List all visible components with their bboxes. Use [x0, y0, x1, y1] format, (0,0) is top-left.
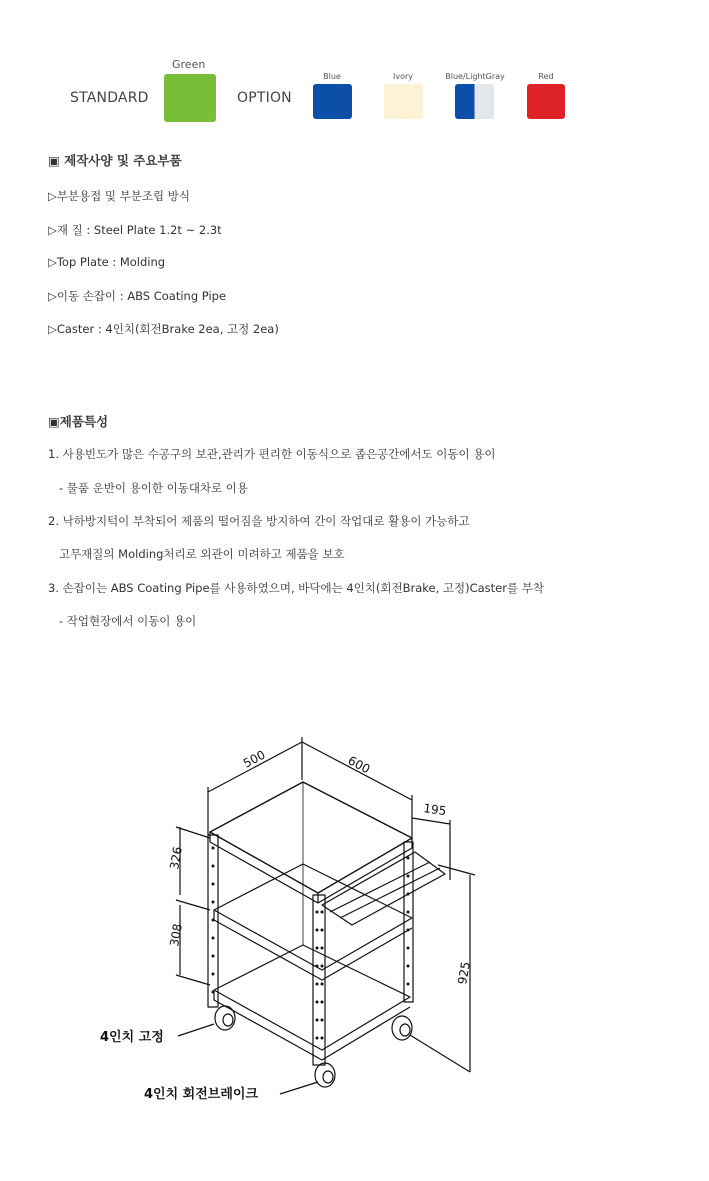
- standard-label: STANDARD: [70, 90, 149, 106]
- blue-lightgray-caption: Blue/LightGray: [445, 72, 505, 81]
- caster-brake-label: 4인치 회전브레이크: [144, 1087, 259, 1102]
- red-swatch: [527, 84, 565, 119]
- feature-item: - 물품 운반이 용이한 이동대차로 이용: [48, 481, 249, 495]
- feature-item: 고무재질의 Molding처리로 외관이 미려하고 제품을 보호: [48, 547, 345, 561]
- blue-lightgray-swatch: [455, 84, 494, 119]
- ivory-swatch: [384, 84, 423, 119]
- spec-item: ▷Caster : 4인치(회전Brake 2ea, 고정 2ea): [48, 322, 279, 336]
- feature-item: 3. 손잡이는 ABS Coating Pipe를 사용하였으며, 바닥에는 4인치(회전Brake, 고정)Caster를 부착: [48, 581, 544, 595]
- spec-heading: ▣ 제작사양 및 주요부품: [48, 153, 182, 168]
- dim-handle-label: 195: [422, 801, 448, 819]
- cart-drawing: [0, 690, 709, 1130]
- feature-item: - 작업현장에서 이동이 용이: [48, 614, 197, 628]
- spec-item: ▷부분용접 및 부분조립 방식: [48, 189, 191, 203]
- ivory-caption: Ivory: [392, 72, 413, 81]
- green-swatch: [164, 74, 216, 122]
- spec-item: ▷재 질 : Steel Plate 1.2t ~ 2.3t: [48, 223, 222, 237]
- dim-height-label: 925: [455, 960, 473, 986]
- caster-fixed-label: 4인치 고정: [100, 1030, 164, 1045]
- blue-swatch: [313, 84, 352, 119]
- dim-width-label: 500: [240, 747, 268, 771]
- features-heading: ▣제품특성: [48, 414, 109, 429]
- dim-shelf-mid-label: 308: [167, 922, 185, 948]
- option-label: OPTION: [237, 90, 292, 106]
- green-caption: Green: [172, 58, 206, 71]
- dim-shelf-top-label: 326: [167, 845, 185, 871]
- blue-caption: Blue: [323, 72, 341, 81]
- dim-depth-label: 600: [345, 753, 373, 777]
- red-caption: Red: [538, 72, 554, 81]
- spec-item: ▷Top Plate : Molding: [48, 255, 166, 269]
- spec-item: ▷이동 손잡이 : ABS Coating Pipe: [48, 289, 227, 303]
- feature-item: 2. 낙하방지턱이 부착되어 제품의 떨어짐을 방지하여 간이 작업대로 활용이 가능하고: [48, 514, 470, 528]
- feature-item: 1. 사용빈도가 많은 수공구의 보관,관리가 편리한 이동식으로 좁은공간에서도 이동이 용이: [48, 447, 496, 461]
